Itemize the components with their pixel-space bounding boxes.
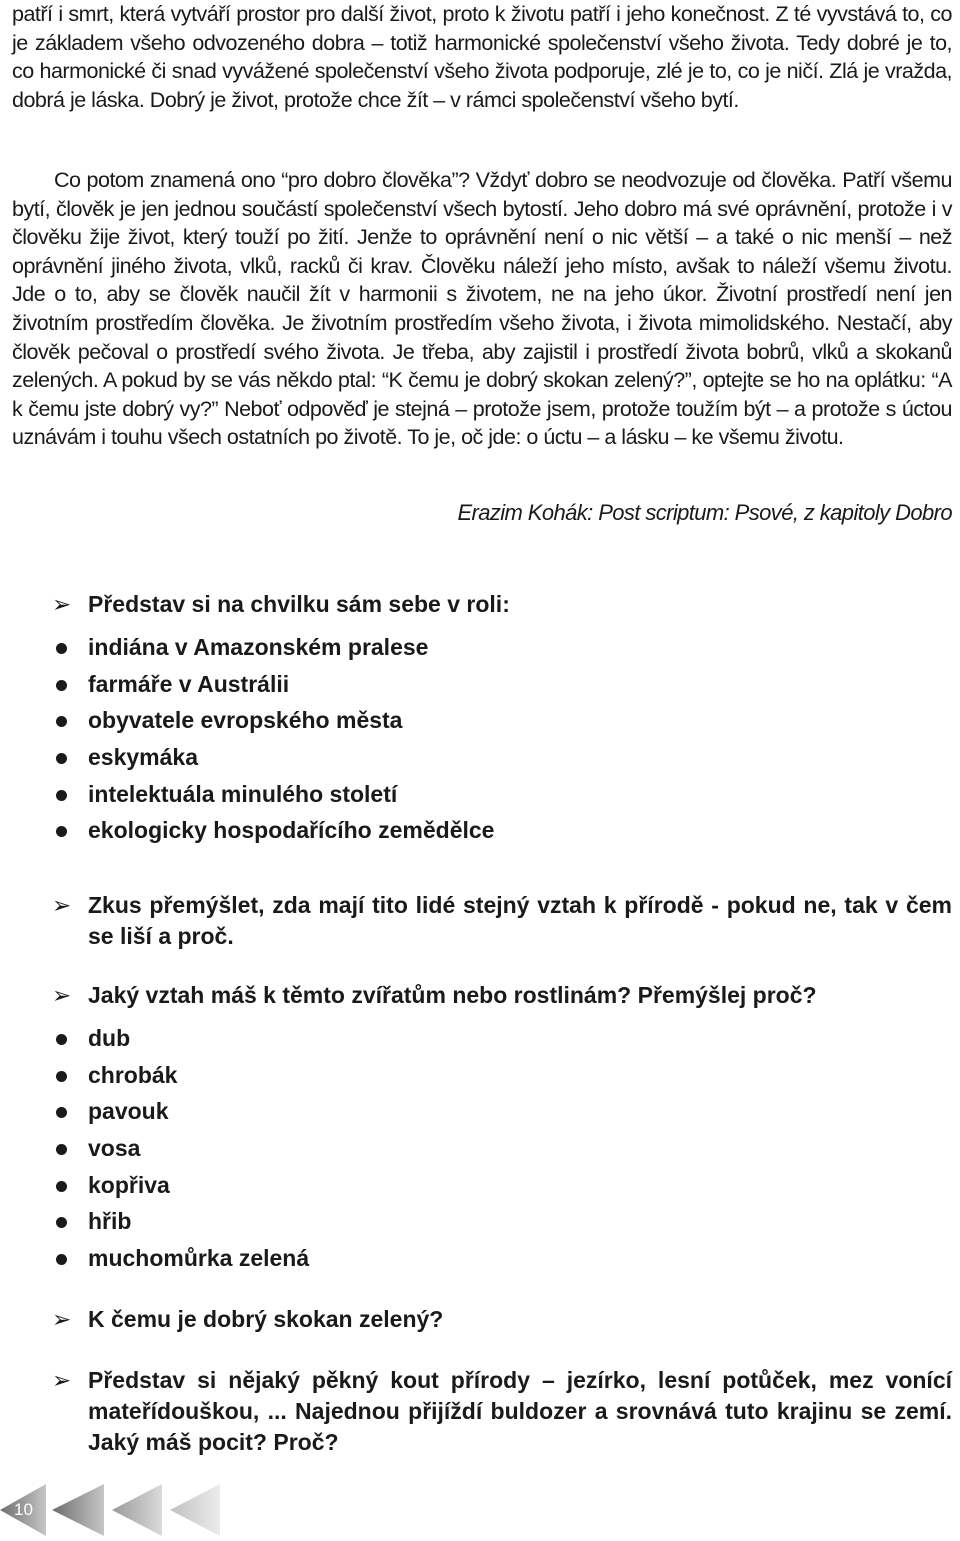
paragraph-2 <box>12 166 952 452</box>
question-2 <box>52 890 952 952</box>
bullet-dot-icon <box>56 1107 67 1118</box>
question-4-text: K čemu je dobrý skokan zelený? <box>88 1306 444 1332</box>
bullet-dot-icon <box>56 1034 67 1045</box>
list-item: eskymáka <box>52 739 494 776</box>
question-5-text: Představ si nějaký pěkný kout přírody – jezírko, lesní potůček, mez vonící mateřídouškou, ... Najednou přijíždí buldozer a srovnává tuto krajinu se zemí. Jaký máš pocit? Proč? <box>88 1367 952 1455</box>
bullet-dot-icon <box>56 643 67 654</box>
arrow-bullet-icon: ➢ <box>52 1306 72 1332</box>
list-item: hřib <box>52 1203 309 1240</box>
organisms-list <box>52 1020 309 1277</box>
bullet-dot-icon <box>56 1254 67 1265</box>
list-item: vosa <box>52 1130 309 1167</box>
bullet-dot-icon <box>56 790 67 801</box>
list-item: farmáře v Austrálii <box>52 666 494 703</box>
arrow-bullet-icon: ➢ <box>52 1367 72 1393</box>
paragraph-1-text: patří i smrt, která vytváří prostor pro další život, proto k životu patří i jeho konečnost. Z té vyvstává to, co je základem všeho odvozeného dobra – totiž harmonické společenství všeho života. Tedy dobré je to, co harmonické či snad vyvážené společenství všeho života podporuje, zlé je to, co je ničí. Zlá je vražda, dobrá je láska. Dobrý je život, protože chce žít – v rámci společenství všeho bytí. <box>12 2 952 112</box>
list-item: muchomůrka zelená <box>52 1240 309 1277</box>
page-arrows-icon <box>0 1480 260 1540</box>
bullet-dot-icon <box>56 826 67 837</box>
page-footer <box>0 1480 260 1540</box>
bullet-dot-icon <box>56 716 67 727</box>
question-2-text: Zkus přemýšlet, zda mají tito lidé stejný vztah k přírodě - pokud ne, tak v čem se liší a proč. <box>88 892 952 949</box>
paragraph-2-text: Co potom znamená ono “pro dobro člověka”? Vždyť dobro se neodvozuje od člověka. Patří všemu bytí, člověk je jen jednou součástí společenství všech bytostí. Jeho dobro má své oprávnění, protože i v člověku žije život, který touží po žití. Jenže to oprávnění není o nic větší – a také o nic menší – než oprávnění jiného života, vlků, racků či krav. Člověku náleží jeho místo, avšak to náleží všemu životu. Jde o to, aby se člověk naučil žít v harmonii s životem, ne na jeho úkor. Životní prostředí není jen životním prostředím člověka. Je životním prostředím všeho života, i života mimolidského. Nestačí, aby člověk pečoval o prostředí svého života. Je třeba, aby zajistil i prostředí života bobrů, vlků a skokanů zelených. A pokud by se vás někdo ptal: “K čemu je dobrý skokan zelený?”, optejte se ho na oplátku: “A k čemu jste dobrý vy?” Neboť odpověď je stejná – protože jsem, protože toužím být – a protože s úctou uznávám i touhu všech ostatních po životě. To je, oč jde: o úctu – a lásku – ke všemu životu. <box>12 168 952 450</box>
bullet-dot-icon <box>56 1144 67 1155</box>
list-item: indiána v Amazonském pralese <box>52 629 494 666</box>
list-item: dub <box>52 1020 309 1057</box>
citation: Erazim Kohák: Post scriptum: Psové, z kapitoly Dobro <box>457 500 952 525</box>
arrow-bullet-icon: ➢ <box>52 982 72 1008</box>
bullet-dot-icon <box>56 1217 67 1228</box>
arrow-bullet-icon: ➢ <box>52 892 72 918</box>
list-item: pavouk <box>52 1093 309 1130</box>
bullet-dot-icon <box>56 1071 67 1082</box>
question-5 <box>52 1365 952 1458</box>
bullet-dot-icon <box>56 753 67 764</box>
list-item: ekologicky hospodařícího zemědělce <box>52 812 494 849</box>
list-item: kopřiva <box>52 1167 309 1204</box>
list-item: intelektuála minulého století <box>52 776 494 813</box>
list-item: chrobák <box>52 1057 309 1094</box>
bullet-dot-icon <box>56 1181 67 1192</box>
question-1-text: Představ si na chvilku sám sebe v roli: <box>88 591 510 617</box>
roles-list <box>52 629 494 849</box>
arrow-bullet-icon: ➢ <box>52 591 72 617</box>
bullet-dot-icon <box>56 680 67 691</box>
paragraph-1 <box>12 0 952 114</box>
list-item: obyvatele evropského města <box>52 702 494 739</box>
question-3-text: Jaký vztah máš k těmto zvířatům nebo rostlinám? Přemýšlej proč? <box>88 982 817 1008</box>
question-1 <box>52 589 952 620</box>
question-4 <box>52 1304 952 1335</box>
question-3 <box>52 980 952 1011</box>
page-number: 10 <box>14 1500 33 1519</box>
